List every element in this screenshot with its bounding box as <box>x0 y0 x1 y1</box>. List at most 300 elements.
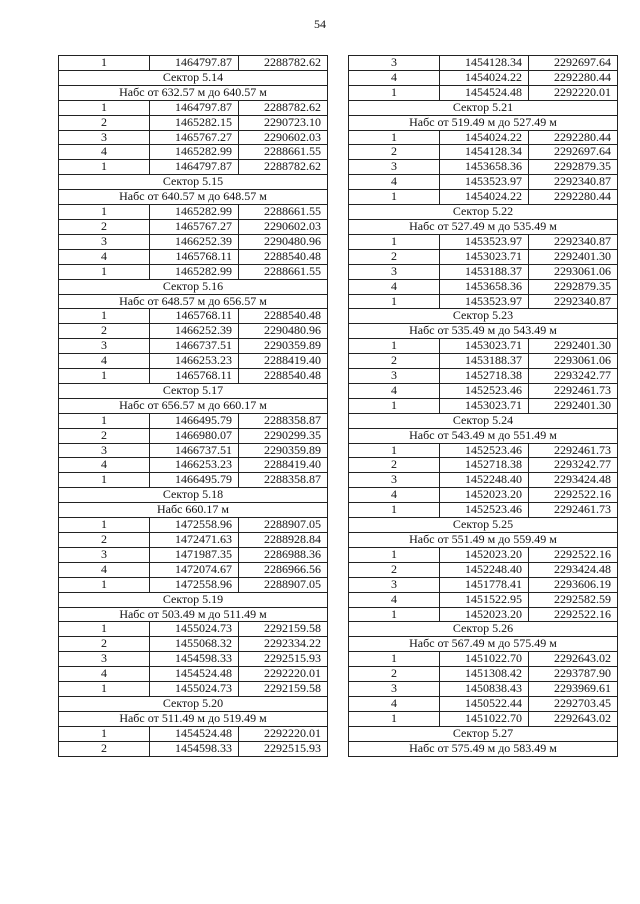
table-row <box>349 130 618 145</box>
point-number: 1 <box>59 577 150 592</box>
table-row <box>349 443 618 458</box>
coord-x: 1452023.20 <box>440 488 529 503</box>
sector-header: Сектор 5.17 <box>59 383 328 398</box>
coord-y: 2290480.96 <box>239 324 328 339</box>
sector-header-row <box>349 309 618 324</box>
table-row <box>349 562 618 577</box>
coord-x: 1453023.71 <box>440 249 529 264</box>
sector-header: Сектор 5.14 <box>59 70 328 85</box>
coord-x: 1453523.97 <box>440 175 529 190</box>
point-number: 4 <box>59 667 150 682</box>
page-number: 54 <box>314 17 326 31</box>
coord-x: 1453023.71 <box>440 398 529 413</box>
table-row <box>59 577 328 592</box>
point-number: 4 <box>349 592 440 607</box>
sector-header-row <box>349 533 618 548</box>
point-number: 1 <box>349 85 440 100</box>
sector-header-row <box>59 503 328 518</box>
point-number: 3 <box>59 443 150 458</box>
table-row <box>349 652 618 667</box>
sector-header: Сектор 5.20 <box>59 696 328 711</box>
table-row <box>349 369 618 384</box>
sector-header: Сектор 5.25 <box>349 518 618 533</box>
table-row <box>59 428 328 443</box>
sector-header-row <box>349 428 618 443</box>
sector-header-row <box>59 190 328 205</box>
coord-x: 1451778.41 <box>440 577 529 592</box>
sector-header-row <box>59 711 328 726</box>
coord-x: 1453188.37 <box>440 354 529 369</box>
coord-y: 2286988.36 <box>239 547 328 562</box>
sector-header-row <box>59 488 328 503</box>
coord-y: 2292697.64 <box>529 56 618 71</box>
coord-x: 1452523.46 <box>440 503 529 518</box>
point-number: 3 <box>59 130 150 145</box>
table-row <box>59 354 328 369</box>
point-number: 3 <box>349 473 440 488</box>
table-row <box>349 354 618 369</box>
sector-header: Набс от 632.57 м до 640.57 м <box>59 85 328 100</box>
coord-x: 1466980.07 <box>150 428 239 443</box>
point-number: 2 <box>59 533 150 548</box>
table-row <box>349 279 618 294</box>
coord-y: 2292461.73 <box>529 443 618 458</box>
point-number: 1 <box>349 607 440 622</box>
coord-y: 2290299.35 <box>239 428 328 443</box>
point-number: 1 <box>59 56 150 71</box>
sector-header: Сектор 5.18 <box>59 488 328 503</box>
coord-x: 1455068.32 <box>150 637 239 652</box>
table-row <box>59 622 328 637</box>
point-number: 1 <box>349 294 440 309</box>
coord-x: 1455024.73 <box>150 682 239 697</box>
sector-header: Сектор 5.22 <box>349 205 618 220</box>
table-row <box>349 682 618 697</box>
coord-y: 2293969.61 <box>529 682 618 697</box>
coord-x: 1454524.48 <box>150 726 239 741</box>
point-number: 3 <box>59 339 150 354</box>
table-row <box>349 294 618 309</box>
point-number: 2 <box>59 324 150 339</box>
coord-x: 1452023.20 <box>440 547 529 562</box>
coord-y: 2293242.77 <box>529 369 618 384</box>
table-row <box>349 592 618 607</box>
coord-y: 2288540.48 <box>239 249 328 264</box>
point-number: 1 <box>349 503 440 518</box>
point-number: 3 <box>349 264 440 279</box>
coord-y: 2292280.44 <box>529 130 618 145</box>
coord-x: 1465282.99 <box>150 145 239 160</box>
coord-x: 1454024.22 <box>440 190 529 205</box>
table-row <box>349 264 618 279</box>
coord-y: 2290359.89 <box>239 443 328 458</box>
sector-header: Сектор 5.15 <box>59 175 328 190</box>
coord-x: 1454024.22 <box>440 130 529 145</box>
coord-y: 2293424.48 <box>529 473 618 488</box>
coord-x: 1453523.97 <box>440 294 529 309</box>
coord-y: 2293424.48 <box>529 562 618 577</box>
coord-x: 1472471.63 <box>150 533 239 548</box>
sector-header: Набс от 640.57 м до 648.57 м <box>59 190 328 205</box>
sector-header-row <box>349 637 618 652</box>
coord-y: 2288661.55 <box>239 145 328 160</box>
coord-y: 2293606.19 <box>529 577 618 592</box>
coord-y: 2290359.89 <box>239 339 328 354</box>
coord-y: 2292334.22 <box>239 637 328 652</box>
table-row <box>59 100 328 115</box>
coord-x: 1452523.46 <box>440 443 529 458</box>
table-row <box>59 413 328 428</box>
point-number: 2 <box>59 115 150 130</box>
point-number: 1 <box>349 547 440 562</box>
coord-y: 2292522.16 <box>529 547 618 562</box>
table-row <box>59 324 328 339</box>
point-number: 1 <box>349 652 440 667</box>
sector-header: Сектор 5.26 <box>349 622 618 637</box>
point-number: 2 <box>349 145 440 160</box>
coord-x: 1466495.79 <box>150 473 239 488</box>
coord-y: 2288419.40 <box>239 458 328 473</box>
table-row <box>349 56 618 71</box>
sector-header-row <box>349 413 618 428</box>
coord-x: 1465768.11 <box>150 369 239 384</box>
point-number: 1 <box>59 205 150 220</box>
sector-header-row <box>59 592 328 607</box>
coord-y: 2288419.40 <box>239 354 328 369</box>
coord-x: 1472558.96 <box>150 518 239 533</box>
coord-x: 1452718.38 <box>440 458 529 473</box>
table-row <box>59 205 328 220</box>
table-row <box>349 160 618 175</box>
point-number: 4 <box>349 488 440 503</box>
sector-header-row <box>349 100 618 115</box>
coord-x: 1454024.22 <box>440 70 529 85</box>
table-row <box>59 145 328 160</box>
coord-x: 1451522.95 <box>440 592 529 607</box>
point-number: 3 <box>349 577 440 592</box>
table-row <box>59 667 328 682</box>
point-number: 1 <box>59 100 150 115</box>
point-number: 3 <box>59 234 150 249</box>
table-row <box>59 115 328 130</box>
table-row <box>59 369 328 384</box>
sector-header: Сектор 5.24 <box>349 413 618 428</box>
point-number: 4 <box>349 696 440 711</box>
point-number: 3 <box>349 369 440 384</box>
coord-y: 2286966.56 <box>239 562 328 577</box>
point-number: 1 <box>349 711 440 726</box>
coord-y: 2288540.48 <box>239 309 328 324</box>
coord-y: 2290480.96 <box>239 234 328 249</box>
sector-header-row <box>59 383 328 398</box>
coord-y: 2292522.16 <box>529 607 618 622</box>
coord-y: 2292340.87 <box>529 294 618 309</box>
sector-header: Набс от 648.57 м до 656.57 м <box>59 294 328 309</box>
table-row <box>59 234 328 249</box>
table-row <box>349 249 618 264</box>
coord-y: 2293242.77 <box>529 458 618 473</box>
point-number: 4 <box>349 279 440 294</box>
coord-x: 1466252.39 <box>150 234 239 249</box>
point-number: 2 <box>59 741 150 756</box>
sector-header-row <box>59 607 328 622</box>
coord-x: 1472074.67 <box>150 562 239 577</box>
point-number: 3 <box>59 547 150 562</box>
coord-y: 2293061.06 <box>529 264 618 279</box>
coord-y: 2288907.05 <box>239 518 328 533</box>
table-row <box>59 56 328 71</box>
table-row <box>349 577 618 592</box>
coord-y: 2292643.02 <box>529 711 618 726</box>
coord-y: 2290723.10 <box>239 115 328 130</box>
sector-header: Набс от 575.49 м до 583.49 м <box>349 741 618 756</box>
table-row <box>349 398 618 413</box>
point-number: 2 <box>59 428 150 443</box>
point-number: 3 <box>59 652 150 667</box>
sector-header: Сектор 5.16 <box>59 279 328 294</box>
sector-header: Сектор 5.21 <box>349 100 618 115</box>
table-row <box>59 562 328 577</box>
coord-x: 1454598.33 <box>150 652 239 667</box>
table-row <box>59 637 328 652</box>
point-number: 2 <box>59 637 150 652</box>
point-number: 1 <box>59 726 150 741</box>
sector-header-row <box>59 85 328 100</box>
coord-y: 2292879.35 <box>529 279 618 294</box>
coord-x: 1464797.87 <box>150 160 239 175</box>
sector-header-row <box>349 622 618 637</box>
sector-header: Набс от 543.49 м до 551.49 м <box>349 428 618 443</box>
coord-x: 1452718.38 <box>440 369 529 384</box>
coord-y: 2288661.55 <box>239 264 328 279</box>
coord-y: 2292515.93 <box>239 741 328 756</box>
coord-x: 1453188.37 <box>440 264 529 279</box>
coord-y: 2292159.58 <box>239 622 328 637</box>
sector-header: Набс от 519.49 м до 527.49 м <box>349 115 618 130</box>
coord-x: 1452248.40 <box>440 562 529 577</box>
coord-x: 1466737.51 <box>150 443 239 458</box>
coord-y: 2293061.06 <box>529 354 618 369</box>
coord-y: 2292697.64 <box>529 145 618 160</box>
sector-header: Набс от 656.57 м до 660.17 м <box>59 398 328 413</box>
sector-header-row <box>59 279 328 294</box>
point-number: 1 <box>59 264 150 279</box>
coord-y: 2292280.44 <box>529 70 618 85</box>
sector-header-row <box>349 741 618 756</box>
point-number: 2 <box>349 458 440 473</box>
coord-x: 1451022.70 <box>440 711 529 726</box>
point-number: 4 <box>59 145 150 160</box>
table-row <box>349 607 618 622</box>
coord-y: 2292703.45 <box>529 696 618 711</box>
table-row <box>349 473 618 488</box>
coord-y: 2292401.30 <box>529 249 618 264</box>
point-number: 1 <box>59 309 150 324</box>
sector-header: Набс от 567.49 м до 575.49 м <box>349 637 618 652</box>
coord-x: 1471987.35 <box>150 547 239 562</box>
coord-x: 1465767.27 <box>150 219 239 234</box>
table-row <box>349 711 618 726</box>
coord-y: 2292280.44 <box>529 190 618 205</box>
coord-x: 1451022.70 <box>440 652 529 667</box>
table-row <box>349 175 618 190</box>
table-row <box>349 85 618 100</box>
table-row <box>349 70 618 85</box>
point-number: 4 <box>59 458 150 473</box>
coord-y: 2292522.16 <box>529 488 618 503</box>
table-row <box>59 264 328 279</box>
coord-y: 2292220.01 <box>239 726 328 741</box>
coord-y: 2288782.62 <box>239 100 328 115</box>
coord-x: 1466737.51 <box>150 339 239 354</box>
point-number: 2 <box>349 354 440 369</box>
table-row <box>349 503 618 518</box>
point-number: 2 <box>59 219 150 234</box>
coord-x: 1465767.27 <box>150 130 239 145</box>
coord-x: 1450838.43 <box>440 682 529 697</box>
coord-y: 2288358.87 <box>239 473 328 488</box>
table-row <box>59 473 328 488</box>
table-row <box>59 518 328 533</box>
coord-y: 2290602.03 <box>239 219 328 234</box>
point-number: 1 <box>349 130 440 145</box>
sector-header-row <box>349 518 618 533</box>
sector-header: Сектор 5.27 <box>349 726 618 741</box>
sector-header: Набс от 503.49 м до 511.49 м <box>59 607 328 622</box>
coord-y: 2288358.87 <box>239 413 328 428</box>
coordinates-table-left <box>58 55 328 757</box>
point-number: 1 <box>349 443 440 458</box>
table-row <box>349 145 618 160</box>
coord-y: 2290602.03 <box>239 130 328 145</box>
coord-x: 1452523.46 <box>440 383 529 398</box>
sector-header: Набс от 527.49 м до 535.49 м <box>349 219 618 234</box>
coord-x: 1452023.20 <box>440 607 529 622</box>
table-row <box>349 458 618 473</box>
sector-header-row <box>349 324 618 339</box>
table-row <box>59 533 328 548</box>
table-row <box>349 383 618 398</box>
coord-y: 2292401.30 <box>529 339 618 354</box>
coord-y: 2292582.59 <box>529 592 618 607</box>
sector-header-row <box>349 205 618 220</box>
coord-y: 2293787.90 <box>529 667 618 682</box>
coord-y: 2292461.73 <box>529 503 618 518</box>
coord-x: 1466495.79 <box>150 413 239 428</box>
coord-y: 2292643.02 <box>529 652 618 667</box>
sector-header: Набс от 511.49 м до 519.49 м <box>59 711 328 726</box>
point-number: 3 <box>349 56 440 71</box>
coord-y: 2292340.87 <box>529 175 618 190</box>
point-number: 1 <box>59 413 150 428</box>
table-row <box>349 667 618 682</box>
table-row <box>349 547 618 562</box>
table-row <box>349 190 618 205</box>
sector-header-row <box>59 398 328 413</box>
point-number: 1 <box>59 622 150 637</box>
point-number: 1 <box>59 518 150 533</box>
point-number: 1 <box>349 398 440 413</box>
coord-x: 1451308.42 <box>440 667 529 682</box>
coord-y: 2292461.73 <box>529 383 618 398</box>
coord-y: 2292220.01 <box>239 667 328 682</box>
table-row <box>59 339 328 354</box>
point-number: 3 <box>349 682 440 697</box>
coord-y: 2292220.01 <box>529 85 618 100</box>
sector-header-row <box>59 696 328 711</box>
sector-header: Набс от 551.49 м до 559.49 м <box>349 533 618 548</box>
point-number: 1 <box>59 160 150 175</box>
point-number: 2 <box>349 249 440 264</box>
coord-x: 1453658.36 <box>440 279 529 294</box>
coord-y: 2292515.93 <box>239 652 328 667</box>
coord-x: 1450522.44 <box>440 696 529 711</box>
coord-y: 2288907.05 <box>239 577 328 592</box>
table-row <box>59 160 328 175</box>
coord-x: 1466253.23 <box>150 354 239 369</box>
sector-header: Сектор 5.23 <box>349 309 618 324</box>
table-row <box>59 130 328 145</box>
coord-x: 1454524.48 <box>440 85 529 100</box>
coord-y: 2288782.62 <box>239 160 328 175</box>
table-row <box>59 726 328 741</box>
coord-x: 1453523.97 <box>440 234 529 249</box>
coord-x: 1465282.15 <box>150 115 239 130</box>
coord-x: 1453658.36 <box>440 160 529 175</box>
coord-y: 2288661.55 <box>239 205 328 220</box>
coord-x: 1465282.99 <box>150 205 239 220</box>
sector-header-row <box>59 70 328 85</box>
sector-header-row <box>59 175 328 190</box>
coordinates-table-right <box>348 55 618 757</box>
point-number: 4 <box>349 383 440 398</box>
table-row <box>59 443 328 458</box>
point-number: 1 <box>59 682 150 697</box>
coord-y: 2292340.87 <box>529 234 618 249</box>
coord-x: 1454128.34 <box>440 145 529 160</box>
table-row <box>349 234 618 249</box>
sector-header-row <box>59 294 328 309</box>
point-number: 4 <box>59 354 150 369</box>
coord-x: 1453023.71 <box>440 339 529 354</box>
coord-x: 1472558.96 <box>150 577 239 592</box>
sector-header-row <box>349 726 618 741</box>
point-number: 1 <box>59 473 150 488</box>
coord-y: 2292159.58 <box>239 682 328 697</box>
coord-x: 1454524.48 <box>150 667 239 682</box>
coord-y: 2292879.35 <box>529 160 618 175</box>
coord-y: 2288540.48 <box>239 369 328 384</box>
point-number: 1 <box>59 369 150 384</box>
point-number: 1 <box>349 339 440 354</box>
table-row <box>349 696 618 711</box>
point-number: 4 <box>349 70 440 85</box>
sector-header-row <box>349 115 618 130</box>
coord-x: 1466252.39 <box>150 324 239 339</box>
point-number: 1 <box>349 234 440 249</box>
point-number: 1 <box>349 190 440 205</box>
coord-x: 1465282.99 <box>150 264 239 279</box>
table-row <box>59 741 328 756</box>
sector-header-row <box>349 219 618 234</box>
coord-y: 2292401.30 <box>529 398 618 413</box>
coord-x: 1454128.34 <box>440 56 529 71</box>
coord-x: 1455024.73 <box>150 622 239 637</box>
table-row <box>349 339 618 354</box>
coord-x: 1454598.33 <box>150 741 239 756</box>
point-number: 2 <box>349 562 440 577</box>
table-row <box>59 309 328 324</box>
